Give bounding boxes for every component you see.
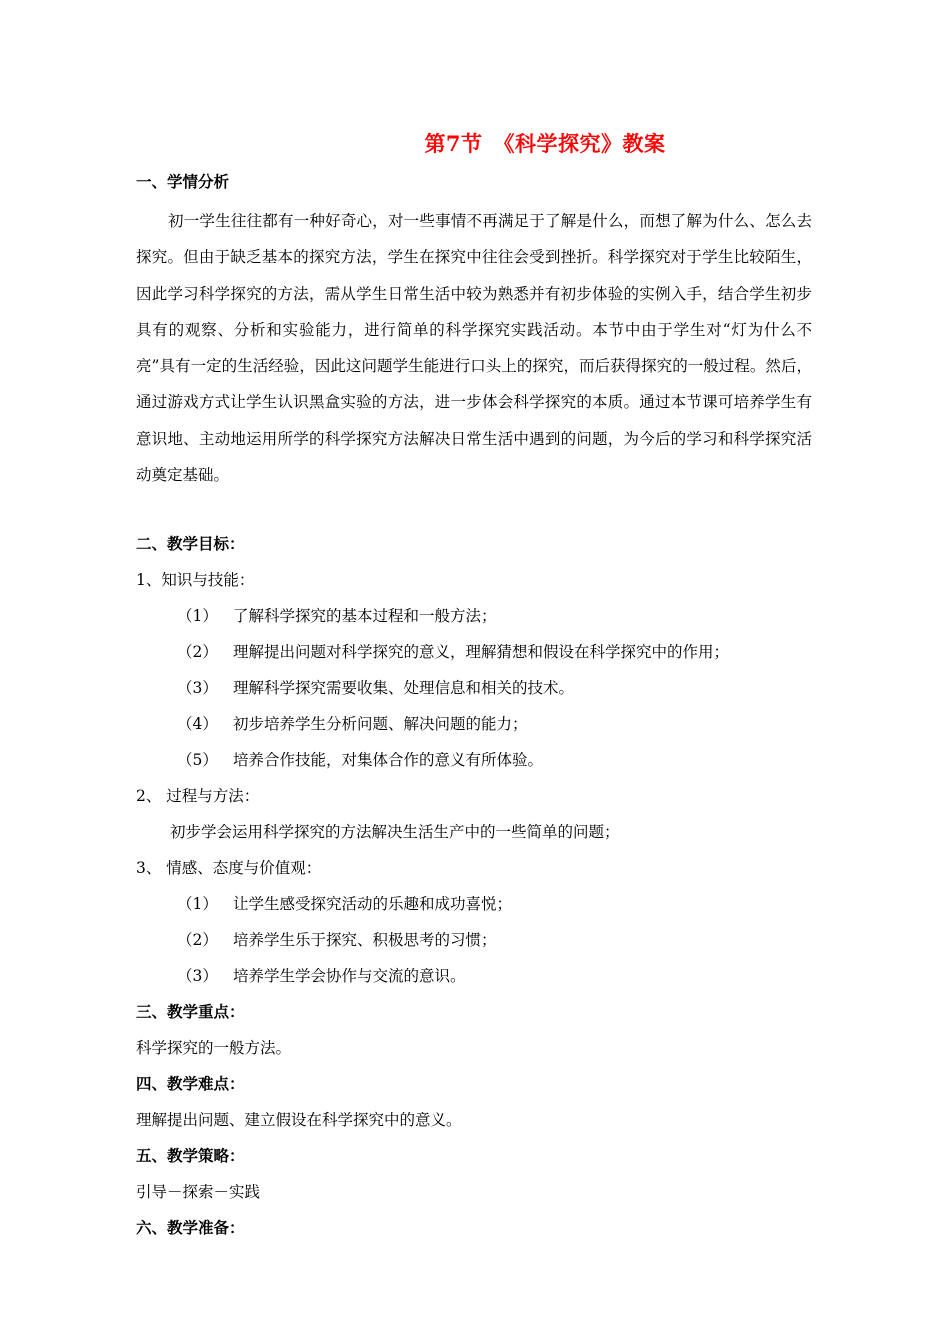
learning-analysis-paragraph: 初一学生往往都有一种好奇心，对一些事情不再满足于了解是什么，而想了解为什么、怎么去探究。但由于缺乏基本的探究方法，学生在探究中往往会受到挫折。科学探究对于学生比较陌生，因此学习科学探究的方法，需从学生日常生活中较为熟悉并有初步体验的实例入手，结合学生初步具有的观察、分析和实验能力，进行简单的科学探究实践活动。本节中由于学生对“灯为什么不亮”具有一定的生活经验，因此这问题学生能进行口头上的探究，而后获得探究的一般过程。然后，通过游戏方式让学生认识黑盒实验的方法，进一步体会科学探究的本质。通过本节课可培养学生有意识地、主动地运用所学的科学探究方法解决日常生活中遇到的问题，为今后的学习和科学探究活动奠定基础。: [136, 212, 812, 485]
list-item: [177, 750, 867, 770]
section-heading-4: 四、教学难点：: [136, 1074, 245, 1093]
list-item: [177, 642, 867, 662]
list-item-text: 理解提出问题对科学探究的意义，理解猜想和假设在科学探究中的作用；: [233, 643, 730, 661]
section-heading-2: 二、教学目标：: [136, 534, 245, 553]
list-item: [177, 678, 867, 698]
section-heading-5: 五、教学策略：: [136, 1146, 245, 1165]
list-item-number: （4）: [177, 715, 218, 733]
difficulty-text: 理解提出问题、建立假设在科学探究中的意义。: [136, 1111, 462, 1129]
subheading-process-methods: 2、 过程与方法：: [136, 787, 260, 805]
list-item-number: （2）: [177, 643, 218, 661]
list-item-text: 了解科学探究的基本过程和一般方法；: [233, 607, 497, 625]
list-item-number: （1）: [177, 607, 218, 625]
list-item-number: （3）: [177, 967, 218, 985]
list-item-number: （3）: [177, 679, 218, 697]
list-item-text: 理解科学探究需要收集、处理信息和相关的技术。: [233, 679, 575, 697]
list-item: [177, 714, 867, 734]
list-item: [177, 930, 867, 950]
list-item: [177, 894, 867, 914]
document-title: 第7节 《科学探究》教案: [424, 131, 666, 156]
list-item-text: 初步培养学生分析问题、解决问题的能力；: [233, 715, 528, 733]
subheading-emotion-values: 3、 情感、态度与价值观：: [136, 859, 322, 877]
strategy-text: 引导－探索－实践: [136, 1183, 261, 1201]
section-heading-1: 一、学情分析: [136, 172, 230, 191]
subheading-knowledge-skills: 1、知识与技能：: [136, 571, 255, 589]
list-item-number: （2）: [177, 931, 218, 949]
list-item-number: （5）: [177, 751, 218, 769]
list-item-text: 培养学生乐于探究、积极思考的习惯；: [233, 931, 497, 949]
list-item-text: 让学生感受探究活动的乐趣和成功喜悦；: [233, 895, 513, 913]
section-heading-3: 三、教学重点：: [136, 1002, 245, 1021]
process-methods-text: 初步学会运用科学探究的方法解决生活生产中的一些简单的问题；: [170, 823, 620, 841]
list-item: [177, 966, 867, 986]
list-item: [177, 606, 867, 626]
list-item-text: 培养学生学会协作与交流的意识。: [233, 967, 466, 985]
list-item-number: （1）: [177, 895, 218, 913]
section-heading-6: 六、教学准备：: [136, 1218, 245, 1237]
key-points-text: 科学探究的一般方法。: [136, 1039, 292, 1057]
list-item-text: 培养合作技能，对集体合作的意义有所体验。: [233, 751, 544, 769]
